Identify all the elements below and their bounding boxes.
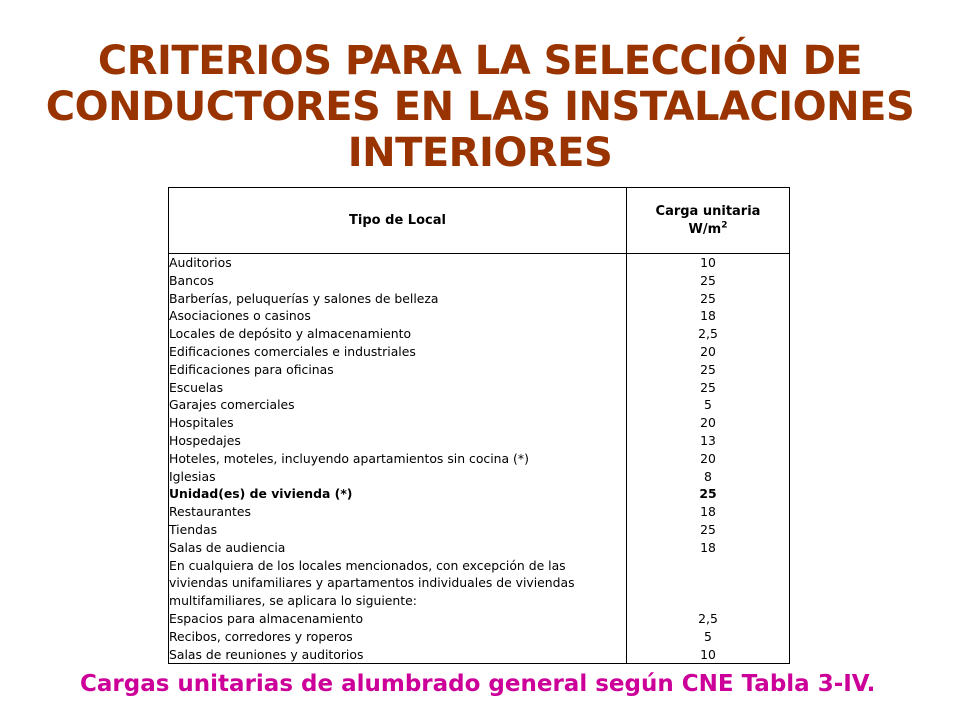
load-value: 13 bbox=[700, 432, 716, 448]
table-header-row bbox=[169, 188, 790, 254]
note-line: viviendas unifamiliares y apartamentos individuales de viviendas bbox=[169, 575, 575, 591]
list-item: Asociaciones o casinos bbox=[169, 308, 311, 324]
list-item: Locales de depósito y almacenamiento bbox=[169, 326, 412, 342]
list-item: Salas de audiencia bbox=[169, 539, 286, 555]
list-item: Escuelas bbox=[169, 379, 224, 395]
load-value: 2,5 bbox=[698, 326, 718, 342]
list-item: Espacios para almacenamiento bbox=[169, 610, 364, 626]
list-item: Auditorios bbox=[169, 255, 232, 270]
header-load-unit-exponent: 2 bbox=[721, 220, 728, 231]
load-value: 25 bbox=[700, 379, 716, 395]
list-item: Bancos bbox=[169, 272, 214, 288]
load-value: 20 bbox=[700, 415, 716, 431]
load-value-highlight: 25 bbox=[699, 486, 717, 502]
load-value: 5 bbox=[704, 628, 712, 644]
list-item: Tiendas bbox=[169, 521, 218, 537]
load-value: 2,5 bbox=[698, 610, 718, 626]
load-value: 25 bbox=[700, 272, 716, 288]
title-line-2: CONDUCTORES EN LAS INSTALACIONES bbox=[45, 84, 915, 130]
header-load-label: Carga unitaria bbox=[655, 203, 761, 219]
table-body-row bbox=[169, 254, 790, 664]
list-item: Hoteles, moteles, incluyendo apartamientos sin cocina (*) bbox=[169, 450, 529, 466]
local-types-cell bbox=[169, 254, 627, 664]
list-item: Iglesias bbox=[169, 468, 216, 484]
load-value: 18 bbox=[700, 539, 716, 555]
list-item: Barberías, peluquerías y salones de belleza bbox=[169, 290, 439, 306]
list-item: Recibos, corredores y roperos bbox=[169, 628, 353, 644]
list-item: Hospedajes bbox=[169, 432, 241, 448]
unit-loads-table bbox=[168, 187, 790, 664]
list-item: Edificaciones comerciales e industriales bbox=[169, 343, 416, 359]
load-value: 18 bbox=[700, 308, 716, 324]
note-line: En cualquiera de los locales mencionados, con excepción de las bbox=[169, 557, 566, 573]
list-item: Garajes comerciales bbox=[169, 397, 295, 413]
list-item-highlight: Unidad(es) de vivienda (*) bbox=[169, 486, 353, 502]
unit-load-values-cell bbox=[627, 254, 790, 664]
header-tipo-de-local: Tipo de Local bbox=[169, 188, 627, 254]
load-value: 25 bbox=[700, 361, 716, 377]
title-line-1: CRITERIOS PARA LA SELECCIÓN DE bbox=[97, 38, 863, 84]
list-item: Edificaciones para oficinas bbox=[169, 361, 334, 377]
load-value: 8 bbox=[704, 468, 712, 484]
load-value: 25 bbox=[700, 521, 716, 537]
load-value: 5 bbox=[704, 397, 712, 413]
load-value: 20 bbox=[700, 343, 716, 359]
page-title bbox=[40, 38, 920, 176]
load-value: 10 bbox=[700, 646, 716, 662]
title-line-3: INTERIORES bbox=[347, 130, 613, 176]
load-value: 20 bbox=[700, 450, 716, 466]
load-value: 18 bbox=[700, 504, 716, 520]
table-caption: Cargas unitarias de alumbrado general según CNE Tabla 3-IV. bbox=[80, 671, 876, 697]
note-spacer bbox=[627, 557, 789, 610]
note-line: multifamiliares, se aplicara lo siguiente: bbox=[169, 593, 417, 609]
load-value: 25 bbox=[700, 290, 716, 306]
header-carga-unitaria bbox=[627, 188, 790, 254]
header-load-unit: W/m bbox=[688, 221, 722, 237]
list-item: Salas de reuniones y auditorios bbox=[169, 646, 364, 662]
list-item: Hospitales bbox=[169, 415, 234, 431]
load-value: 10 bbox=[700, 255, 716, 270]
list-item: Restaurantes bbox=[169, 504, 251, 520]
